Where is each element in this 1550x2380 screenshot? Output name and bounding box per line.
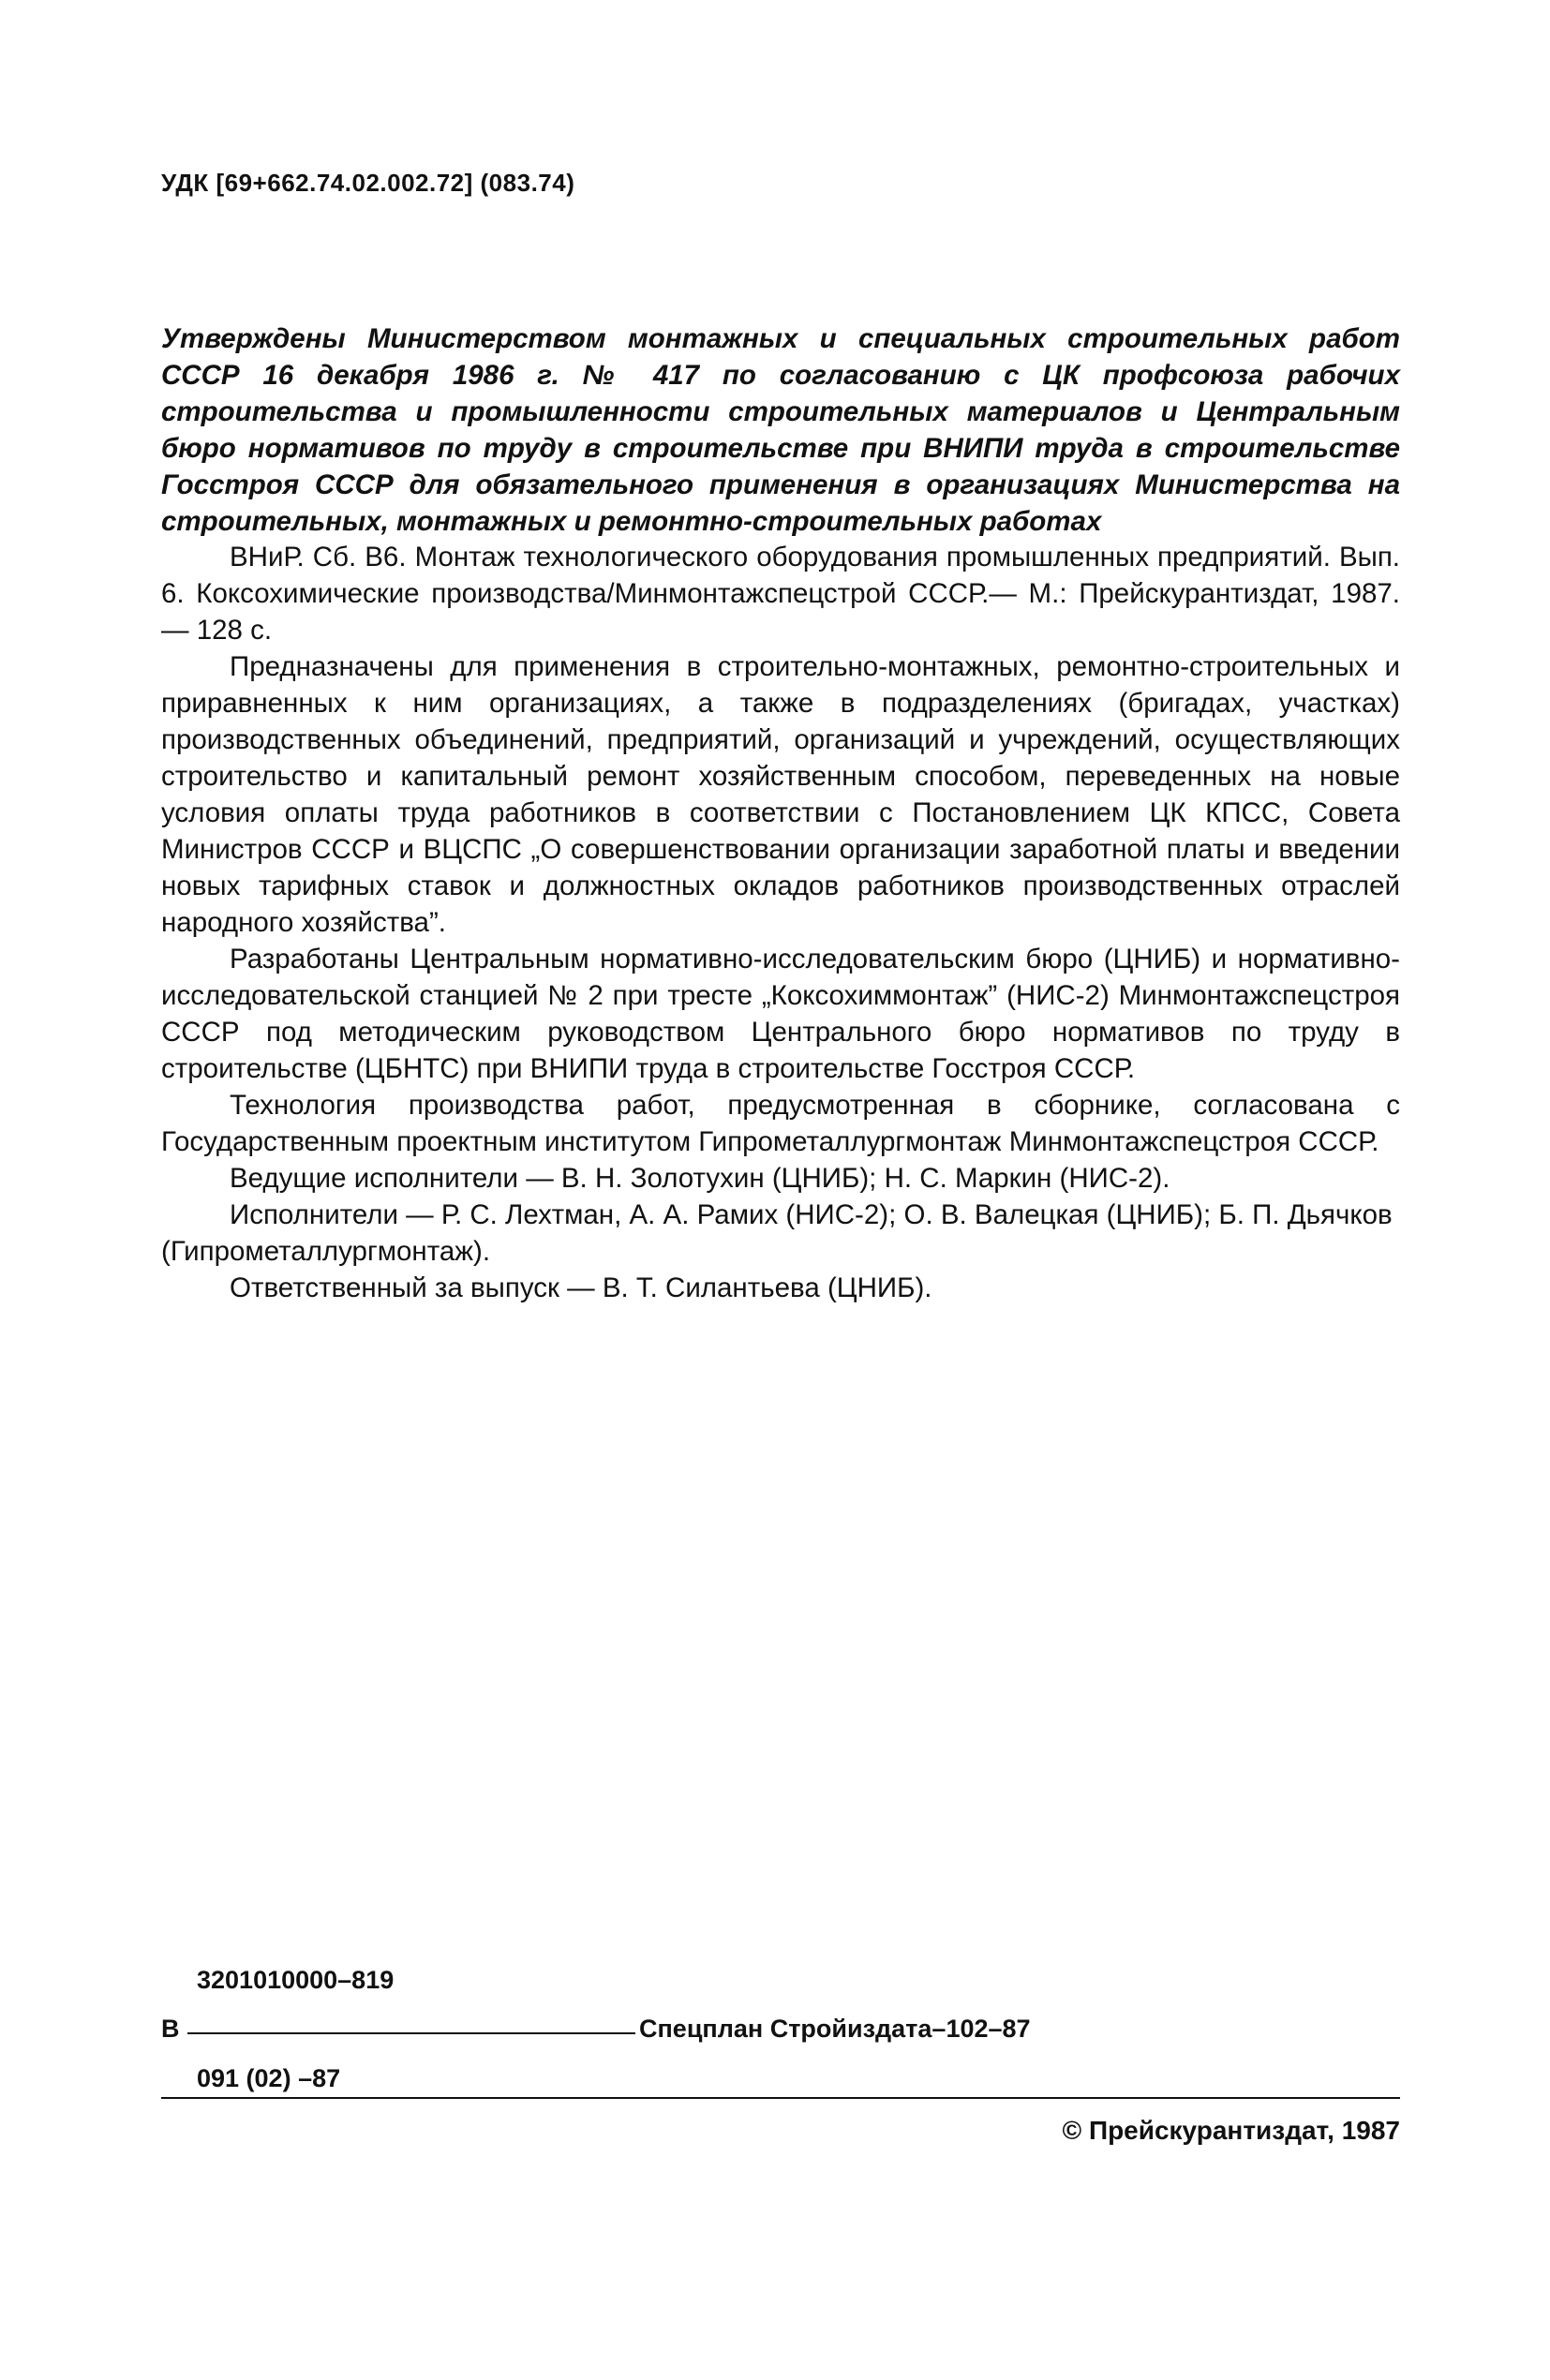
index-denominator: 091 (02) –87 [197, 2064, 341, 2092]
purpose-paragraph: Предназначены для применения в строительно-монтажных, ремонтно-строительных и приравненных к ним организациях, а также в подразделениях (бригадах, участках) производственных объединений, предприятий, организаций и учреждений, осуществляющих строительство и капитальный ремонт хозяйственным способом, переведенных на новые условия оплаты труда работников в соответствии с Постановлением ЦК КПСС, Совета Министров СССР и ВЦСПС „О совершенствовании организации заработной платы и введении новых тарифных ставок и должностных окладов работников производственных отраслей народного хозяйства”. [161, 651, 1400, 938]
technology-paragraph: Технология производства работ, предусмотренная в сборнике, согласована с Государственным проектным институтом Гипрометаллургмонтаж Минмонтажспецстроя СССР. [161, 1090, 1400, 1157]
annotation-body [161, 539, 1400, 1306]
approval-note: Утверждены Министерством монтажных и специальных строительных работ СССР 16 декабря 1986 г. № 417 по согласованию с ЦК профсоюза рабочих строительства и промышленности строительных материалов и Центральным бюро нормативов по труду в строительстве при ВНИПИ труда в строительстве Госстроя СССР для обязательного применения в организациях Министерства на строительных, монтажных и ремонтно-строительных работах [161, 323, 1400, 537]
index-fraction-line [187, 2032, 635, 2034]
index-letter: В [161, 2015, 180, 2043]
copyright-notice: © Прейскурантиздат, 1987 [1062, 2116, 1400, 2145]
index-numerator: 3201010000–819 [197, 1966, 395, 1994]
bibliographic-description: ВНиР. Сб. В6. Монтаж технологического оборудования промышленных предприятий. Вып. 6. Коксохимические производства/Минмонтажспецстрой СССР.— М.: Прейскурантиздат, 1987.— 128 с. [161, 542, 1400, 646]
authors: Исполнители — Р. С. Лехтман, А. А. Рамих (НИС-2); О. В. Валецкая (ЦНИБ); Б. П. Дьячков (Гипрометаллургмонтаж). [161, 1199, 1393, 1267]
responsible-editor: Ответственный за выпуск — В. Т. Силантьева (ЦНИБ). [230, 1272, 932, 1303]
lead-authors: Ведущие исполнители — В. Н. Золотухин (ЦНИБ); Н. С. Маркин (НИС-2). [230, 1163, 1170, 1194]
index-plan: Спецплан Стройиздата–102–87 [639, 2015, 1031, 2043]
udk-code: УДК [69+662.74.02.002.72] (083.74) [161, 169, 575, 197]
developers-paragraph: Разработаны Центральным нормативно-исследовательским бюро (ЦНИБ) и нормативно-исследовательской станцией № 2 при тресте „Коксохиммонтаж” (НИС-2) Минмонтажспецстроя СССР под методическим руководством Центрального бюро нормативов по труду в строительстве (ЦБНТС) при ВНИПИ труда в строительстве Госстроя СССР. [161, 944, 1400, 1084]
footer-divider [161, 2097, 1400, 2099]
